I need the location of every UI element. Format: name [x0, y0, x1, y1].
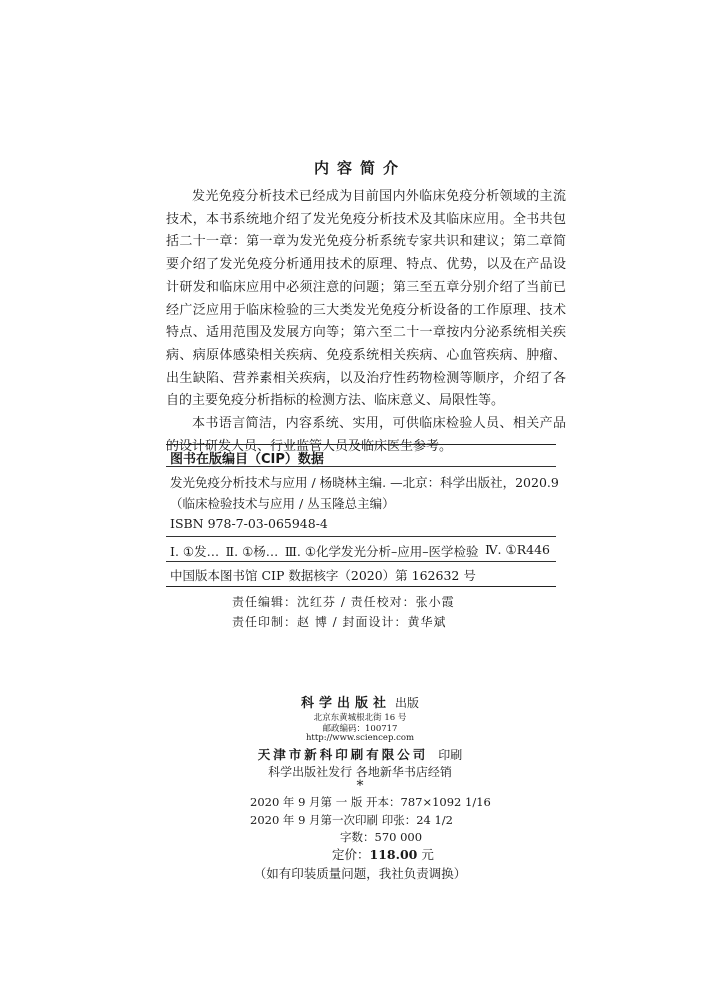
cip-class-item: Ⅲ. ①化学发光分析–应用–医学检验	[284, 544, 479, 559]
cip-class-item: Ⅳ. ①R446	[485, 542, 550, 557]
printer-name: 天津市新科印刷有限公司	[257, 747, 429, 762]
price-line	[332, 845, 434, 863]
intro-paragraph-1: 发光免疫分析技术已经成为目前国内外临床免疫分析领域的主流技术，本书系统地介绍了发光免疫分析技术及其临床应用。全书共包括二十一章：第一章为发光免疫分析系统专家共识和建议；第二章简要介绍了发光免疫分析通用技术的原理、特点、优势，以及在产品设计研发和临床应用中必须注意的问题；第三至五章分别介绍了当前已经广泛应用于临床检验的三大类发光免疫分析设备的工作原理、技术特点、适用范围及发展方向等；第六至二十一章按内分泌系统相关疾病、病原体感染相关疾病、免疫系统相关疾病、心血管疾病、肿瘤、出生缺陷、营养素相关疾病，以及治疗性药物检测等顺序，介绍了各自的主要免疫分析指标的检测方法、临床意义、局限性等。	[166, 189, 566, 409]
publisher-suffix: 出版	[395, 696, 420, 710]
cip-verification: 中国版本图书馆 CIP 数据核字（2020）第 162632 号	[170, 568, 476, 583]
price-value: 118.00	[369, 847, 418, 862]
distribution-line: 科学出版社发行 各地新华书店经销	[268, 765, 452, 779]
word-count: 字数：570 000	[340, 830, 423, 844]
printer-line	[0, 744, 720, 763]
cip-isbn-rule	[166, 536, 556, 537]
publisher-line	[0, 692, 720, 711]
cip-bottom-rule	[166, 586, 556, 587]
cip-class-rule	[166, 561, 556, 562]
cip-classification	[170, 542, 550, 560]
price-label: 定价：	[332, 847, 370, 862]
cip-class-item: Ⅱ. ①杨…	[225, 544, 279, 559]
cip-top-rule	[166, 444, 556, 445]
printer-suffix: 印刷	[438, 748, 463, 762]
intro-title: 内容简介	[313, 159, 406, 177]
publisher-address: 北京东黄城根北街 16 号	[313, 713, 407, 723]
publisher-website: http://www.sciencep.com	[305, 733, 415, 743]
cip-isbn: ISBN 978-7-03-065948-4	[170, 516, 328, 531]
price-unit: 元	[421, 847, 434, 862]
cip-heading: 图书在版编目（CIP）数据	[170, 452, 324, 467]
separator-asterisk: *	[356, 778, 364, 794]
cip-heading-rule	[166, 466, 556, 467]
cip-series-line: （临床检验技术与应用 / 丛玉隆总主编）	[170, 496, 395, 511]
printing-line: 2020 年 9 月第一次印刷 印张：24 1/2	[250, 813, 454, 827]
intro-paragraph-2: 本书语言简洁，内容系统、实用，可供临床检验人员、相关产品的设计研发人员、行业监管人员及临床医生参考。	[166, 416, 566, 454]
cip-title-line: 发光免疫分析技术与应用 / 杨晓林主编. —北京：科学出版社，2020.9	[170, 475, 559, 490]
quality-notice: （如有印装质量问题，我社负责调换）	[253, 866, 467, 881]
editors-line-1: 责任编辑：沈红芬 / 责任校对：张小霞	[232, 595, 455, 609]
edition-line: 2020 年 9 月第 一 版 开本：787×1092 1/16	[250, 795, 491, 809]
cip-class-item: Ⅰ. ①发…	[170, 544, 220, 559]
publisher-postcode: 邮政编码：100717	[322, 724, 398, 734]
publisher-name: 科学出版社	[300, 696, 391, 711]
editors-line-2: 责任印制：赵 博 / 封面设计：黄华斌	[232, 615, 447, 629]
intro-body	[166, 186, 566, 458]
